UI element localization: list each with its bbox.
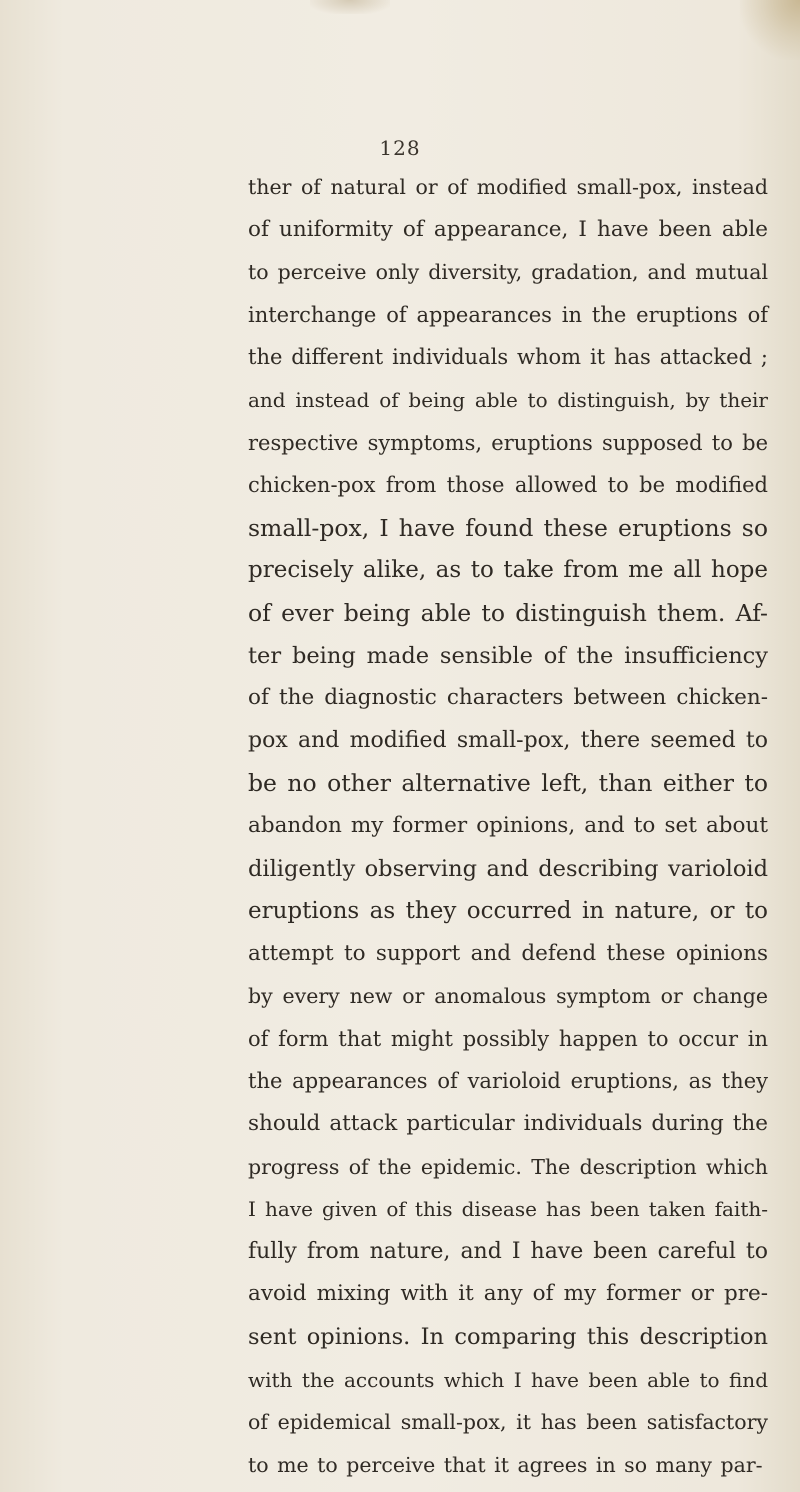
text-line: interchange of appearances in the eruptions of (248, 302, 768, 327)
text-line: ther of natural or of modified small-pox, instead (248, 175, 768, 199)
text-line: attempt to support and defend these opinions (248, 940, 768, 966)
text-line: respective symptoms, eruptions supposed to be (248, 430, 768, 455)
text-line: I have given of this disease has been taken faith- (248, 1197, 768, 1222)
body-text (248, 166, 768, 1486)
text-line: chicken-pox from those allowed to be modified (248, 473, 768, 498)
text-line: fully from nature, and I have been careful to (248, 1238, 768, 1264)
text-line: diligently observing and describing varioloid (248, 855, 768, 882)
text-line: the different individuals whom it has attacked ; (248, 345, 768, 370)
text-line: of uniformity of appearance, I have been able (248, 216, 768, 242)
text-line: to perceive only diversity, gradation, and mutual (248, 260, 768, 285)
text-line: precisely alike, as to take from me all hope (248, 557, 768, 584)
text-line: of form that might possibly happen to occur in (248, 1026, 768, 1051)
text-line: should attack particular individuals during the (248, 1111, 768, 1137)
text-line: pox and modified small-pox, there seemed to (248, 727, 768, 753)
text-line: be no other alternative left, than either to (248, 769, 768, 798)
text-line: to me to perceive that it agrees in so many par- (248, 1452, 763, 1477)
page-stain-top (310, 0, 390, 14)
text-line: of ever being able to distinguish them. Af- (248, 598, 768, 627)
text-line: small-pox, I have found these eruptions so (248, 513, 768, 542)
text-line: of epidemical small-pox, it has been satisfactory (248, 1410, 768, 1435)
text-line: of the diagnostic characters between chicken- (248, 685, 768, 711)
text-line: avoid mixing with it any of my former or pre- (248, 1281, 768, 1307)
text-line: with the accounts which I have been able to find (248, 1367, 768, 1392)
text-line: abandon my former opinions, and to set about (248, 812, 768, 838)
text-line: eruptions as they occurred in nature, or to (248, 898, 768, 925)
text-line: sent opinions. In comparing this description (248, 1324, 768, 1351)
text-line: progress of the epidemic. The description which (248, 1154, 768, 1179)
page-stain (740, 0, 800, 60)
text-line: by every new or anomalous symptom or change (248, 984, 768, 1009)
text-line: and instead of being able to distinguish, by their (248, 387, 768, 412)
text-line: ter being made sensible of the insufficiency (248, 642, 768, 669)
text-line: the appearances of varioloid eruptions, as they (248, 1069, 768, 1094)
page-number: 128 (379, 136, 421, 160)
